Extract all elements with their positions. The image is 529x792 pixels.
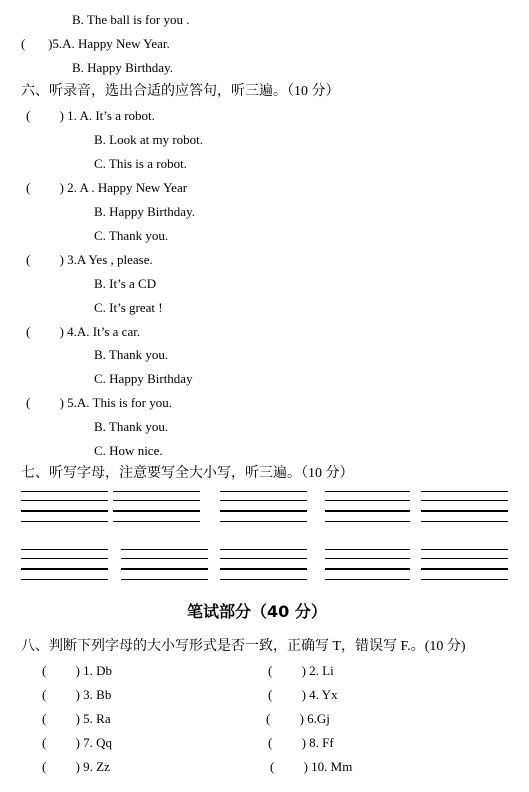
s8-item-2: ( ) 2. Li — [268, 663, 334, 678]
writing-lines-block — [325, 549, 410, 583]
writing-rule — [421, 549, 508, 550]
writing-rule — [421, 510, 508, 512]
section7-heading: 七、听写字母，注意要写全大小写，听三遍。（10 分） — [21, 466, 354, 481]
writing-rule — [421, 558, 508, 559]
section8-heading: 八、判断下列字母的大小写形式是否一致，正确写 T，错误写 F.。(10 分) — [21, 639, 466, 654]
s6-q1-option-c: C. This is a robot. — [94, 156, 187, 171]
writing-lines-block — [325, 491, 410, 525]
writing-rule — [21, 521, 108, 522]
s8-item-4: ( ) 4. Yx — [268, 687, 338, 702]
s6-q5-option-c: C. How nice. — [94, 443, 163, 458]
writing-lines-block — [421, 491, 508, 525]
writing-rule — [220, 500, 307, 501]
writing-rule — [21, 549, 108, 550]
writing-rule — [220, 521, 307, 522]
writing-rule — [325, 510, 410, 512]
s6-q3-option-b: B. It’s a CD — [94, 276, 157, 291]
s6-q3-option-c: C. It’s great ! — [94, 300, 163, 315]
writing-rule — [421, 521, 508, 522]
s8-item-6: ( ) 6.Gj — [266, 711, 330, 726]
s6-q5-option-a: ( ) 5.A. This is for you. — [26, 395, 173, 410]
s8-item-10: ( ) 10. Mm — [270, 759, 353, 774]
writing-rule — [21, 491, 108, 492]
writing-rule — [325, 500, 410, 501]
writing-lines-block — [220, 491, 307, 525]
writing-rule — [121, 558, 208, 559]
writing-rule — [325, 568, 410, 570]
writing-rule — [21, 558, 108, 559]
s6-q4-option-a: ( ) 4.A. It’s a car. — [26, 324, 141, 339]
written-part-title: 笔试部分（40 分） — [187, 602, 327, 621]
writing-rule — [21, 500, 108, 501]
s6-q4-option-b: B. Thank you. — [94, 347, 169, 362]
writing-rule — [121, 579, 208, 580]
writing-rule — [113, 521, 200, 522]
s5-q4-option-b: B. The ball is for you . — [72, 12, 190, 27]
writing-rule — [421, 491, 508, 492]
writing-rule — [325, 521, 410, 522]
s5-q5-option-a: ( )5.A. Happy New Year. — [21, 36, 170, 51]
writing-rule — [325, 491, 410, 492]
section6-heading: 六、听录音，选出合适的应答句，听三遍。（10 分） — [21, 84, 340, 99]
s6-q2-option-c: C. Thank you. — [94, 228, 169, 243]
writing-rule — [220, 579, 307, 580]
writing-rule — [113, 491, 200, 492]
writing-rule — [113, 510, 200, 512]
s6-q2-option-a: ( ) 2. A . Happy New Year — [26, 180, 188, 195]
writing-rule — [121, 549, 208, 550]
writing-rule — [421, 579, 508, 580]
writing-lines-block — [220, 549, 307, 583]
writing-lines-block — [421, 549, 508, 583]
writing-rule — [21, 579, 108, 580]
writing-rule — [325, 549, 410, 550]
s8-item-1: ( ) 1. Db — [42, 663, 113, 678]
s8-item-9: ( ) 9. Zz — [42, 759, 110, 774]
writing-rule — [325, 558, 410, 559]
s6-q1-option-a: ( ) 1. A. It’s a robot. — [26, 108, 155, 123]
writing-rule — [220, 491, 307, 492]
writing-rule — [220, 510, 307, 512]
writing-lines-block — [121, 549, 208, 583]
writing-rule — [121, 568, 208, 570]
writing-rule — [421, 568, 508, 570]
writing-rule — [325, 579, 410, 580]
s8-item-3: ( ) 3. Bb — [42, 687, 112, 702]
writing-lines-block — [113, 491, 200, 525]
s5-q5-option-b: B. Happy Birthday. — [72, 60, 173, 75]
writing-lines-block — [21, 549, 108, 583]
writing-rule — [220, 568, 307, 570]
s6-q5-option-b: B. Thank you. — [94, 419, 169, 434]
s8-item-8: ( ) 8. Ff — [268, 735, 334, 750]
s6-q1-option-b: B. Look at my robot. — [94, 132, 204, 147]
writing-rule — [421, 500, 508, 501]
writing-lines-block — [21, 491, 108, 525]
writing-rule — [113, 500, 200, 501]
writing-rule — [21, 568, 108, 570]
s6-q2-option-b: B. Happy Birthday. — [94, 204, 195, 219]
s8-item-7: ( ) 7. Qq — [42, 735, 113, 750]
s6-q4-option-c: C. Happy Birthday — [94, 371, 193, 386]
writing-rule — [220, 558, 307, 559]
s6-q3-option-a: ( ) 3.A Yes , please. — [26, 252, 153, 267]
writing-rule — [220, 549, 307, 550]
writing-rule — [21, 510, 108, 512]
s8-item-5: ( ) 5. Ra — [42, 711, 111, 726]
